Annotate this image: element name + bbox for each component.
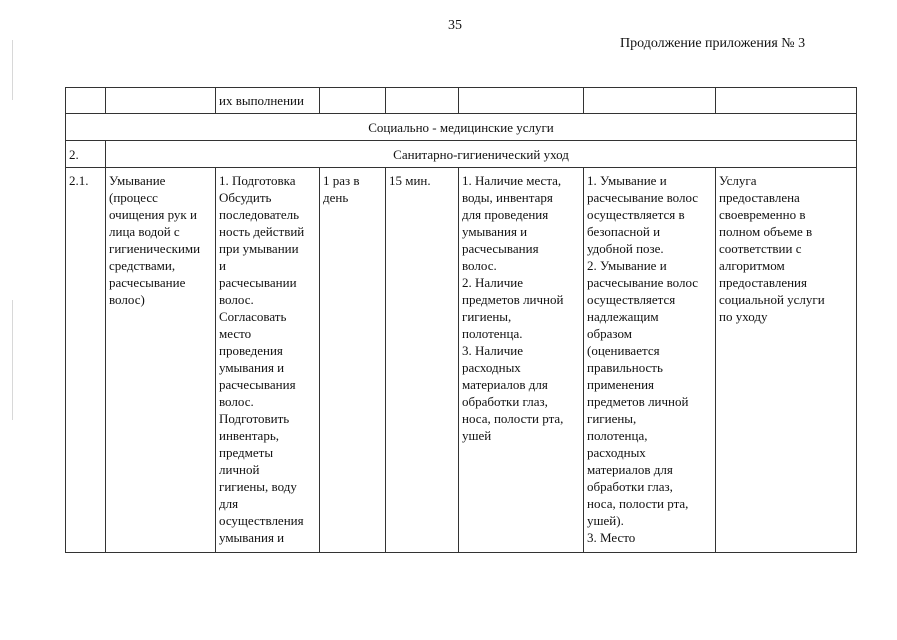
table-cell — [386, 88, 459, 114]
result-cell: Услуга предоставлена своевременно в полном объеме в соответствии с алгоритмом предоставления социальной услуги по уходу — [716, 168, 857, 553]
services-table — [65, 87, 857, 553]
table-row — [66, 141, 857, 168]
table-cell — [584, 88, 716, 114]
table-cell — [66, 88, 106, 114]
quality-cell: 1. Умывание и расчесывание волос осуществляется в безопасной и удобной позе. 2. Умывание и расчесывание волос осуществляется надлежащим образом (оценивается правильность применения предметов личной гигиены, полотенца, расходных материалов для обработки глаз, носа, полости рта, ушей). 3. Место — [584, 168, 716, 553]
table-cell — [106, 88, 216, 114]
table-row — [66, 168, 857, 553]
table-row — [66, 114, 857, 141]
service-name-cell: Умывание (процесс очищения рук и лица водой с гигиеническими средствами, расчесывание волос) — [106, 168, 216, 553]
table-cell — [320, 88, 386, 114]
table-cell — [459, 88, 584, 114]
top-row-text: их выполнении — [216, 88, 320, 114]
conditions-cell: 1. Наличие места, воды, инвентаря для проведения умывания и расчесывания волос. 2. Наличие предметов личной гигиены, полотенца. 3. Наличие расходных материалов для обработки глаз, носа, полости рта, ушей — [459, 168, 584, 553]
table-cell — [716, 88, 857, 114]
subsection-title: Санитарно-гигиенический уход — [106, 141, 857, 168]
section-header: Социально - медицинские услуги — [66, 114, 857, 141]
scan-edge-line — [12, 300, 13, 420]
appendix-continuation-label: Продолжение приложения № 3 — [620, 36, 806, 51]
subsection-number: 2. — [66, 141, 106, 168]
duration-cell: 15 мин. — [386, 168, 459, 553]
scan-edge-line — [12, 40, 13, 100]
page-number: 35 — [448, 18, 462, 33]
service-description-cell: 1. Подготовка Обсудить последователь ность действий при умывании и расчесывании волос. Согласовать место проведения умывания и расчесывания волос. Подготовить инвентарь, предметы личной гигиены, воду для осуществления умывания и — [216, 168, 320, 553]
row-number: 2.1. — [66, 168, 106, 553]
frequency-cell: 1 раз в день — [320, 168, 386, 553]
table-row — [66, 88, 857, 114]
